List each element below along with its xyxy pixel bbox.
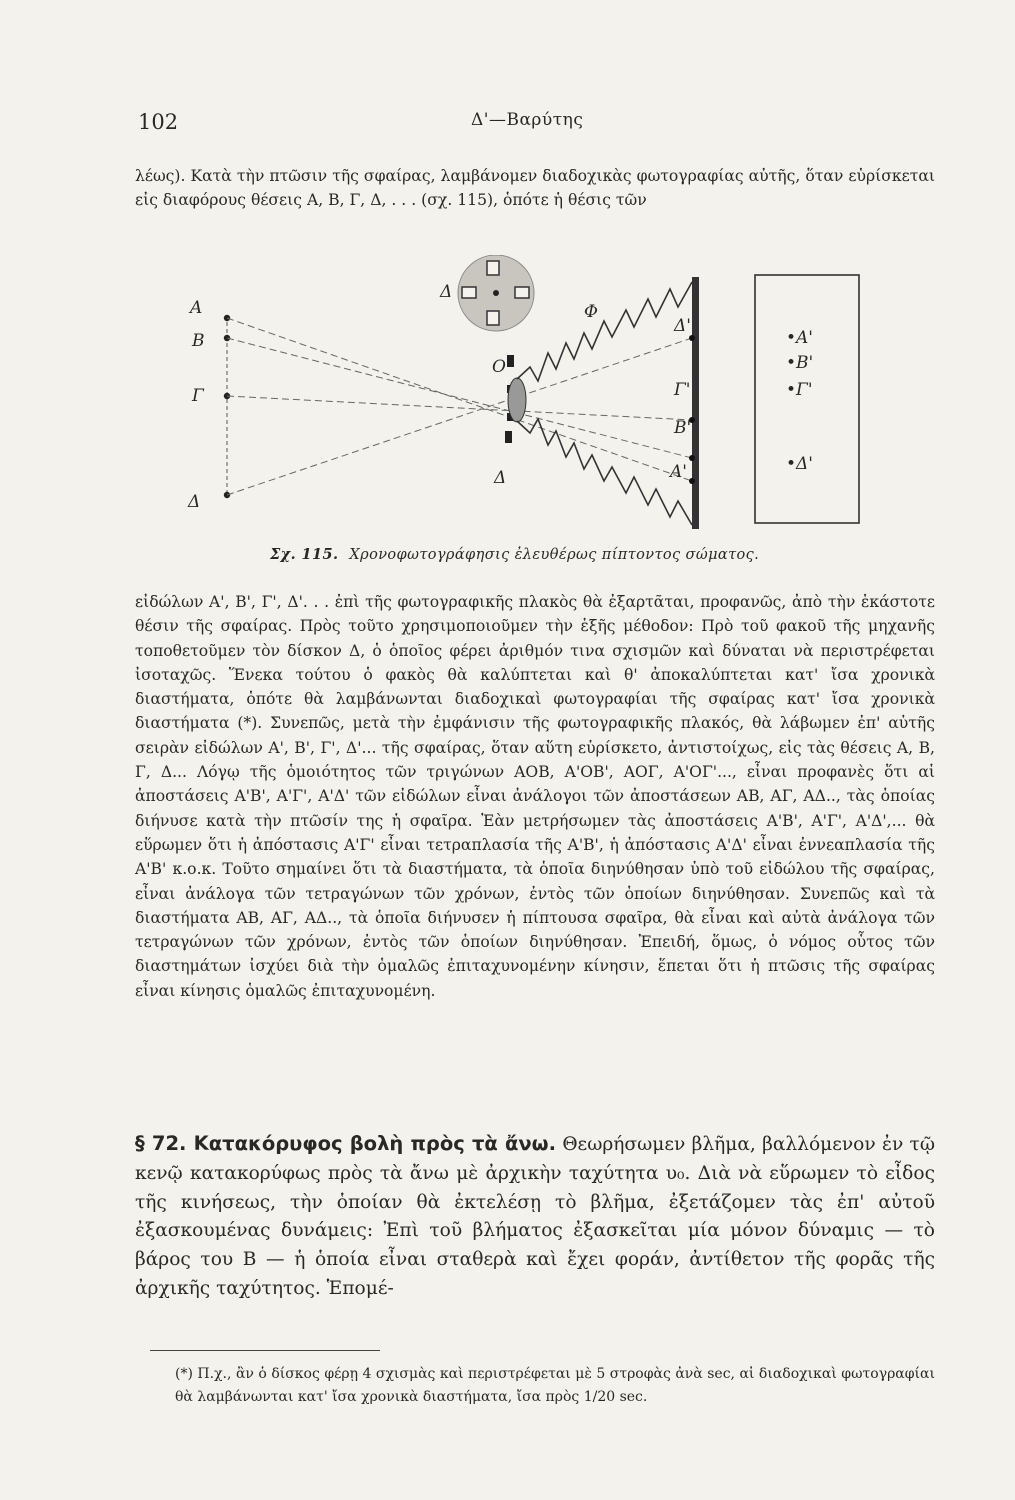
label-d1: Δ' [674,316,691,336]
caption-text: Χρονοφωτογράφησις ἐλευθέρως πίπτοντος σώματος. [349,547,760,563]
label-b1: Β' [674,418,692,438]
plate-label-d1: •Δ' [786,454,813,474]
light-rays [227,318,692,495]
paragraph-intro: λέως). Κατὰ τὴν πτῶσιν τῆς σφαίρας, λαμβάνομεν διαδοχικὰς φωτογραφίας αὐτῆς, ὅταν εὑρίσκεται εἰς διαφόρους θέσεις Α, Β, Γ, Δ, . . . (σχ. 115), ὁπότε ἡ θέσις τῶν [135,167,935,210]
chronophotography-diagram [180,255,880,545]
label-lens-disk: Δ [494,468,507,488]
footnote-rule [150,1350,380,1351]
lens-icon [508,378,526,422]
section-72 [135,1130,935,1304]
caption-number: Σχ. 115. [270,546,339,563]
disk-slit-top [487,261,499,275]
camera-top-mark [507,355,514,367]
section-heading: § 72. Κατακόρυφος βολὴ πρὸς τὰ ἄνω. [135,1132,557,1155]
label-g: Γ [192,386,204,406]
bellows-top [517,282,692,381]
section-text: Θεωρήσωμεν βλῆμα, βαλλόμενον ἐν τῷ κενῷ κατακορύφως πρὸς τὰ ἄνω μὲ ἀρχικὴν ταχύτητα υ₀. Διὰ νὰ εὕρωμεν τὸ εἶδος τῆς κινήσεως, τὴν ὁποίαν θὰ ἐκτελέσῃ τὸ βλῆμα, ἐξετάζομεν τὰς ἐπ' αὐτοῦ ἐξασκουμένας δυνάμεις: Ἐπὶ τοῦ βλήματος ἐξασκεῖται μία μόνον δύναμις — τὸ βάρος του Β — ἡ ὁποία εἶναι σταθερὰ καὶ ἔχει φοράν, ἀντίθετον τῆς φορᾶς τῆς ἀρχικῆς ταχύτητος. Ἑπομέ- [135,1134,935,1299]
running-head: Δ'—Βαρύτης [471,110,584,130]
plate-label-a1: •Α' [786,328,813,348]
plate-label-g1: •Γ' [786,380,813,400]
image-a-prime [689,478,695,484]
disk-slit-left [462,287,476,298]
disk-center [493,290,499,296]
plate-label-b1: •Β' [786,353,814,373]
page-header [138,110,933,140]
disk-slit-right [515,287,529,298]
footnote: (*) Π.χ., ἂν ὁ δίσκος φέρῃ 4 σχισμὰς καὶ περιστρέφεται μὲ 5 στροφὰς ἀνὰ sec, αἱ διαδοχικαὶ φωτογραφίαι θὰ λαμβάνωνται κατ' ἴσα χρονικὰ διαστήματα, ἴσα πρὸς 1/20 sec. [175,1366,935,1405]
page-number: 102 [138,110,179,134]
image-b-prime [689,455,695,461]
label-b: Β [192,331,205,351]
figure-115 [180,255,880,575]
paragraph-main: εἰδώλων Α', Β', Γ', Δ'. . . ἐπὶ τῆς φωτογραφικῆς πλακὸς θὰ ἐξαρτᾶται, προφανῶς, ἀπὸ τὴν ἑκάστοτε θέσιν τῆς σφαίρας. Πρὸς τοῦτο χρησιμοποιοῦμεν τὴν ἑξῆς μέθοδον: Πρὸ τοῦ φακοῦ τῆς μηχανῆς τοποθετοῦμεν τὸν δίσκον Δ, ὁ ὁποῖος φέρει ἀριθμόν τινα σχισμῶν καὶ δύναται νὰ περιστρέφεται ἰσοταχῶς. Ἕνεκα τούτου ὁ φακὸς θὰ καλύπτεται καὶ θ' ἀποκαλύπτεται κατ' ἴσα χρονικὰ διαστήματα, ὁπότε θὰ λαμβάνωνται διαδοχικαὶ φωτογραφίαι τῆς σφαίρας κατ' ἴσα χρονικὰ διαστήματα (*). Συνεπῶς, μετὰ τὴν ἐμφάνισιν τῆς φωτογραφικῆς πλακός, θὰ λάβωμεν ἐπ' αὐτῆς σειρὰν εἰδώλων Α', Β', Γ', Δ'... τῆς σφαίρας, ὅταν αὕτη εὑρίσκετο, ἀντιστοίχως, εἰς τὰς θέσεις Α, Β, Γ, Δ... Λόγῳ τῆς ὁμοιότητος τῶν τριγώνων ΑΟΒ, Α'ΟΒ', ΑΟΓ, Α'ΟΓ'..., εἶναι προφανὲς ὅτι αἱ ἀποστάσεις Α'Β', Α'Γ', Α'Δ' τῶν εἰδώλων εἶναι ἀνάλογοι τῶν ἀποστάσεων ΑΒ, ΑΓ, ΑΔ.., τὰς ὁποίας διήνυσε κατὰ τὴν πτῶσίν της ἡ σφαῖρα. Ἐὰν μετρήσωμεν τὰς ἀποστάσεις Α'Β', Α'Γ', Α'Δ',... θὰ εὕρωμεν ὅτι ἡ ἀπόστασις Α'Γ' εἶναι τετραπλασία τῆς Α'Β', ἡ ἀπόστασις Α'Δ' εἶναι ἐννεαπλασία τῆς Α'Β' κ.ο.κ. Τοῦτο σημαίνει ὅτι τὰ διαστήματα, τὰ ὁποῖα διηνύθησαν ὑπὸ τοῦ εἰδώλου τῆς σφαίρας, εἶναι ἀνάλογα τῶν τετραγώνων τῶν χρόνων, ἐντὸς τῶν ὁποίων διηνύθησαν. Συνεπῶς καὶ τὰ διαστήματα ΑΒ, ΑΓ, ΑΔ.., τὰ ὁποῖα διήνυσεν ἡ πίπτουσα σφαῖρα, θὰ εἶναι καὶ αὐτὰ ἀνάλογα τῶν τετραγώνων τῶν χρόνων, ἐντὸς τῶν ὁποίων διηνύθησαν. Ἐπειδή, ὅμως, ὁ νόμος οὗτος τῶν διαστημάτων ἰσχύει διὰ τὴν ὁμαλῶς ἐπιταχυνομένην κίνησιν, ἕπεται ὅτι ἡ πτῶσις τῆς σφαίρας εἶναι κίνησις ὁμαλῶς ἐπιταχυνομένη. [135,593,935,1000]
label-o: Ο [492,357,506,377]
label-disk: Δ [440,282,453,302]
photographic-plate [692,277,699,529]
disk-slit-bottom [487,311,499,325]
label-phi: Φ [584,302,598,322]
camera-bottom-mark [505,431,512,443]
label-a: Α [190,298,203,318]
label-a1: Α' [670,462,687,482]
label-d: Δ [188,492,201,512]
label-g1: Γ' [674,380,691,400]
figure-caption [270,546,759,563]
